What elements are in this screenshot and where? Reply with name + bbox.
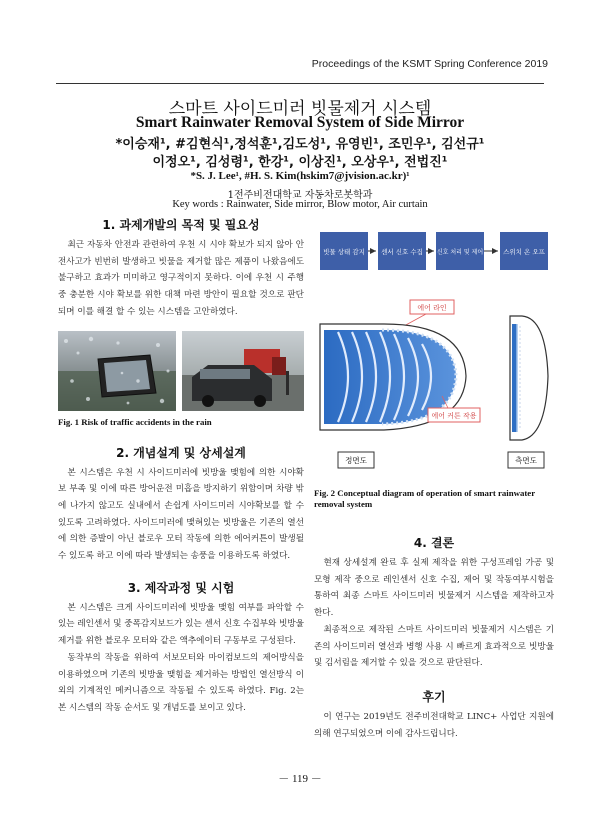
figure-2-caption: Fig. 2 Conceptual diagram of operation of smart rainwater removal system (314, 488, 535, 509)
section-3-heading: 3. 제작과정 및 시험 (127, 580, 235, 595)
section-2-heading: 2. 개념설계 및 상세설계 (116, 445, 246, 460)
corresponding-authors: *S. J. Lee¹, #H. S. Kim(hskim7@jvision.ac.kr)¹ (190, 170, 410, 182)
section-3-body-2: 동작부의 작동을 위하여 서보모터와 마이컴보드의 제어방식을 이용하였으며 기존의 빗방울 맺힘을 제거하는 방법인 열선방식 이외의 기계적인 메커니즘으로 작동될 수 있도록 하였다. Fig. 2는 본 시스템의 작동 순서도 및 개념도를 보이고 있다. (58, 652, 304, 713)
air-curtain-label: 에어 커튼 작용 (431, 412, 477, 420)
section-4-heading: 4. 결론 (413, 536, 455, 550)
front-view-label: 정면도 (345, 456, 367, 465)
affiliation: 1전주비전대학교 자동차로봇학과 (227, 190, 373, 201)
page-number: － 119 － (278, 773, 322, 785)
left-column (58, 214, 304, 717)
section-4-body-2: 최종적으로 제작된 스마트 사이드미러 빗물제거 시스템은 기존의 사이드미러 열선과 병행 사용 시 빠르게 효과적으로 빗방울 및 김서림을 제거할 수 있을 것으로 판단된다. (314, 624, 554, 669)
title-english: Smart Rainwater Removal System of Side Mirror (135, 114, 465, 131)
section-4-body-1: 현재 상세설계 완료 후 실제 제작을 위한 구성프레임 가공 및 모형 제작 중으로 레인센서 신호 수집, 제어 및 작동여부시험을 통하여 최종 스마트 사이드미러 빗물제거 시스템을 제작하고자 한다. (314, 558, 554, 619)
air-line-label: 에어 라인 (417, 304, 447, 312)
header-rule (56, 83, 544, 84)
flow-step-2: 센서 신호 수집 (381, 248, 423, 256)
section-1-heading: 1. 과제개발의 목적 및 필요성 (102, 218, 260, 232)
running-header: Proceedings of the KSMT Spring Conference 2019 (311, 58, 548, 70)
authors-line-1: *이승재¹, #김현식¹,정석훈¹,김도성¹, 유영빈¹, 조민우¹, 김선규¹ (115, 137, 485, 152)
flow-step-1: 빗물 상태 감지 (323, 248, 365, 256)
keywords: Key words : Rainwater, Side mirror, Blow motor, Air curtain (172, 199, 428, 210)
side-view-label: 측면도 (515, 456, 537, 465)
section-3-body-1: 본 시스템은 크게 사이드미러에 빗방울 맺힘 여부를 파악할 수 있는 레인센서 및 중폭감지보드가 있는 센서 신호 수집부와 빗방울 제거를 위한 블로우 모터와 같은 액추에이터 구동부로 구성된다. (58, 602, 304, 647)
figure-1-caption: Fig. 1 Risk of traffic accidents in the rain (58, 416, 212, 427)
flow-step-4: 스위치 온 오프 (503, 248, 545, 256)
side-view-mirror (510, 316, 548, 440)
figure-2-diagram (314, 226, 554, 478)
right-column (314, 226, 554, 742)
acknowledgement-body: 이 연구는 2019년도 전주비전대학교 LINC+ 사업단 지원에 의해 연구되었으며 이에 감사드립니다. (314, 711, 554, 739)
section-2-body: 본 시스템은 우천 시 사이드미러에 빗방울 맺힘에 의한 시야확보 부족 및 이에 따른 방어운전 미흡을 방지하기 위함이며 차량 밖에 나가지 않고도 실내에서 손쉽게 사이드미러 시야확보를 할 수 있도록 고려하였다. 사이드미러에 맺혀있는 빗방울은 기존의 열선에 의한 증발이 아닌 블로우 모터 작동에 의한 에어커튼이 발생될 수 있도록 하고 이에 따라 발생되는 송풍을 이용하도록 하였다. (58, 467, 304, 562)
title-korean: 스마트 사이드미러 빗물제거 시스템 (168, 99, 432, 119)
figure-1-photo-rainy-mirror (58, 331, 304, 411)
authors-line-2: 이정오¹, 김성령¹, 한강¹, 이상진¹, 오상우¹, 전법진¹ (152, 155, 448, 170)
figure-1 (58, 331, 304, 411)
section-1-body: 최근 자동차 안전과 관련하여 우천 시 시야 확보가 되지 않아 안전사고가 빈번히 발생하고 빗물을 제거할 많은 제품이 나왔음에도 불구하고 효과가 미미하고 영구적이지 못하다. 이에 우천 시 주행 중 충분한 시야 확보를 위한 대책 마련 방안이 필요할 것으로 판단되며 이를 해결 할 수 있는 시스템을 고안하였다. (58, 240, 304, 317)
flow-chart (320, 232, 548, 270)
acknowledgement-heading: 후기 (422, 689, 446, 704)
flow-step-3: 신호 처리 및 제어 (436, 249, 484, 256)
